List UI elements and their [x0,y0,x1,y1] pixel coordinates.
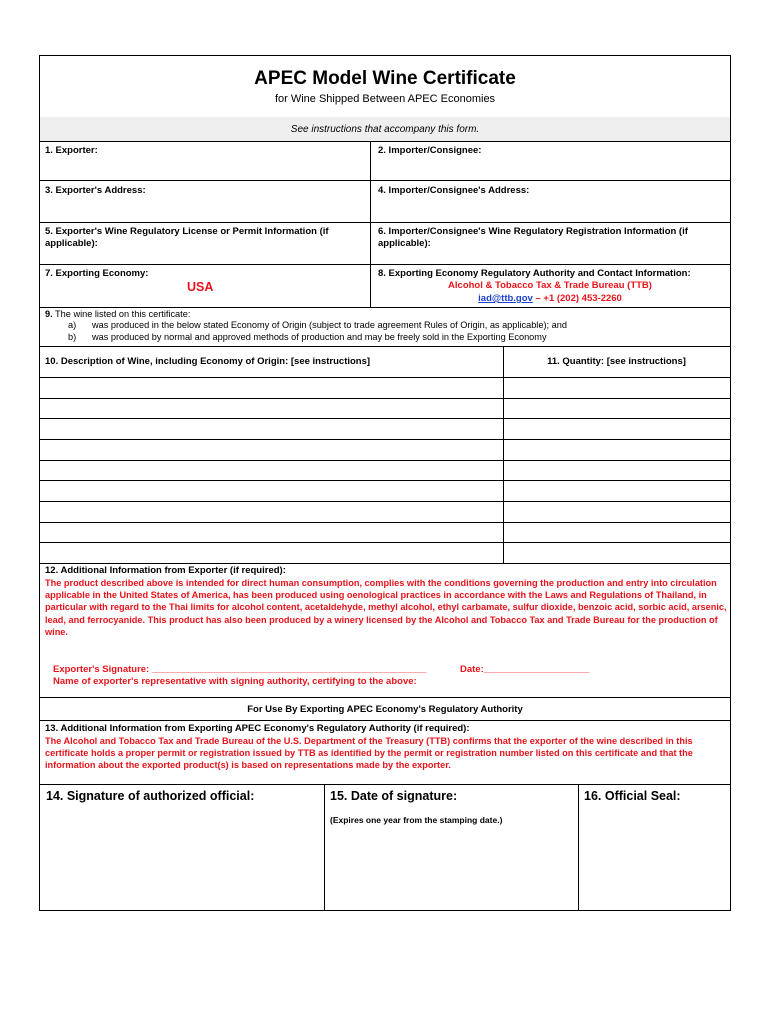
section13-text: The Alcohol and Tobacco Tax and Trade Bureau of the U.S. Department of the Treasury (TTB) confirms that the exporter of the wine described in this certificate holds a proper permit or registration issued by TTB as identified by the permit or registration number listed on this certificate and that the information about the exported product(s) is based on representations made by the exporter. [45,736,693,771]
description-cell[interactable] [40,460,503,481]
importer-registration-field[interactable]: 6. Importer/Consignee's Wine Regulatory Registration Information (if applicable): [378,226,688,249]
section9-a-text: was produced in the below stated Economy of Origin (subject to trade agreement Rules of Origin, as applicable); and [92,320,567,330]
form-title: APEC Model Wine Certificate [254,68,516,89]
table-row-divider [40,398,730,399]
table-row-divider [40,522,730,523]
quantity-cell[interactable] [503,398,730,419]
authority-email-link[interactable]: iad@ttb.gov [478,293,533,304]
instructions-note: See instructions that accompany this form. [290,124,480,135]
quantity-cell[interactable] [503,480,730,501]
description-cell[interactable] [40,542,503,563]
table-row-divider [40,460,730,461]
exporter-license-field[interactable]: 5. Exporter's Wine Regulatory License or Permit Information (if applicable): [45,226,329,249]
exporter-date-line[interactable]: Date:____________________ [460,664,590,675]
authority-label: 8. Exporting Economy Regulatory Authority and Contact Information: [378,268,691,279]
importer-address-field[interactable]: 4. Importer/Consignee's Address: [378,185,530,196]
description-header: 10. Description of Wine, including Economy of Origin: [see instructions] [45,356,371,367]
quantity-header: 11. Quantity: [see instructions] [547,356,686,367]
quantity-cell[interactable] [503,542,730,563]
exporter-signature-line[interactable]: Exporter's Signature: ____________________________________________________ [53,664,427,675]
description-cell[interactable] [40,480,503,501]
quantity-cell[interactable] [503,460,730,481]
authority-use-heading: For Use By Exporting APEC Economy's Regulatory Authority [247,704,523,715]
signature-date-field[interactable]: 15. Date of signature: [330,789,458,803]
description-cell[interactable] [40,398,503,419]
authority-contact [370,293,730,305]
description-cell[interactable] [40,439,503,460]
description-cell[interactable] [40,522,503,543]
exporting-economy-value[interactable]: USA [187,280,214,294]
importer-field[interactable]: 2. Importer/Consignee: [378,145,482,156]
section9-b-marker: b) [68,332,77,342]
official-seal-field[interactable]: 16. Official Seal: [584,789,681,803]
section13-label: 13. Additional Information from Exporting APEC Economy's Regulatory Authority (if required): [45,723,470,734]
section12-text: The product described above is intended for direct human consumption, complies with the conditions governing the production and entry into circulation applicable in the United States of America, has been produced using oenological practices in accordance with the Laws and Regulations of Thailand, in particular with regard to the Thai limits for alcohol content, acetaldehyde, methyl alcohol, ethyl carbamate, sulfur dioxide, benzoic acid, sorbic acid, arsenic, lead, and ferrocyanide. This product has also been produced by a winery licensed by the Alcohol and Tobacco Tax and Trade Bureau for the production of wine. [45,578,727,637]
section9-a-marker: a) [68,320,77,330]
quantity-cell[interactable] [503,501,730,522]
exporter-address-field[interactable]: 3. Exporter's Address: [45,185,146,196]
description-cell[interactable] [40,377,503,398]
authority-name: Alcohol & Tobacco Tax & Trade Bureau (TTB) [448,280,652,291]
official-signature-field[interactable]: 14. Signature of authorized official: [46,789,255,803]
description-cell[interactable] [40,418,503,439]
table-row-divider [40,439,730,440]
table-row-divider [40,480,730,481]
exporter-signature-note: Name of exporter's representative with signing authority, certifying to the above: [53,676,417,687]
section12-label: 12. Additional Information from Exporter (if required): [45,565,286,576]
form-subtitle: for Wine Shipped Between APEC Economies [274,93,496,105]
section9-intro: 9. The wine listed on this certificate: [45,309,191,319]
quantity-cell[interactable] [503,439,730,460]
section9-b-text: was produced by normal and approved methods of production and may be freely sold in the Exporting Economy [92,332,547,342]
authority-phone: – +1 (202) 453-2260 [532,293,622,304]
table-row-divider [40,501,730,502]
exporting-economy-label: 7. Exporting Economy: [45,268,149,279]
description-cell[interactable] [40,501,503,522]
wine-certificate-form [39,55,731,911]
quantity-cell[interactable] [503,522,730,543]
table-row-divider [40,418,730,419]
table-row-divider [40,542,730,543]
quantity-cell[interactable] [503,418,730,439]
signature-date-note: (Expires one year from the stamping date.) [330,815,503,825]
exporter-field[interactable]: 1. Exporter: [45,145,98,156]
quantity-cell[interactable] [503,377,730,398]
